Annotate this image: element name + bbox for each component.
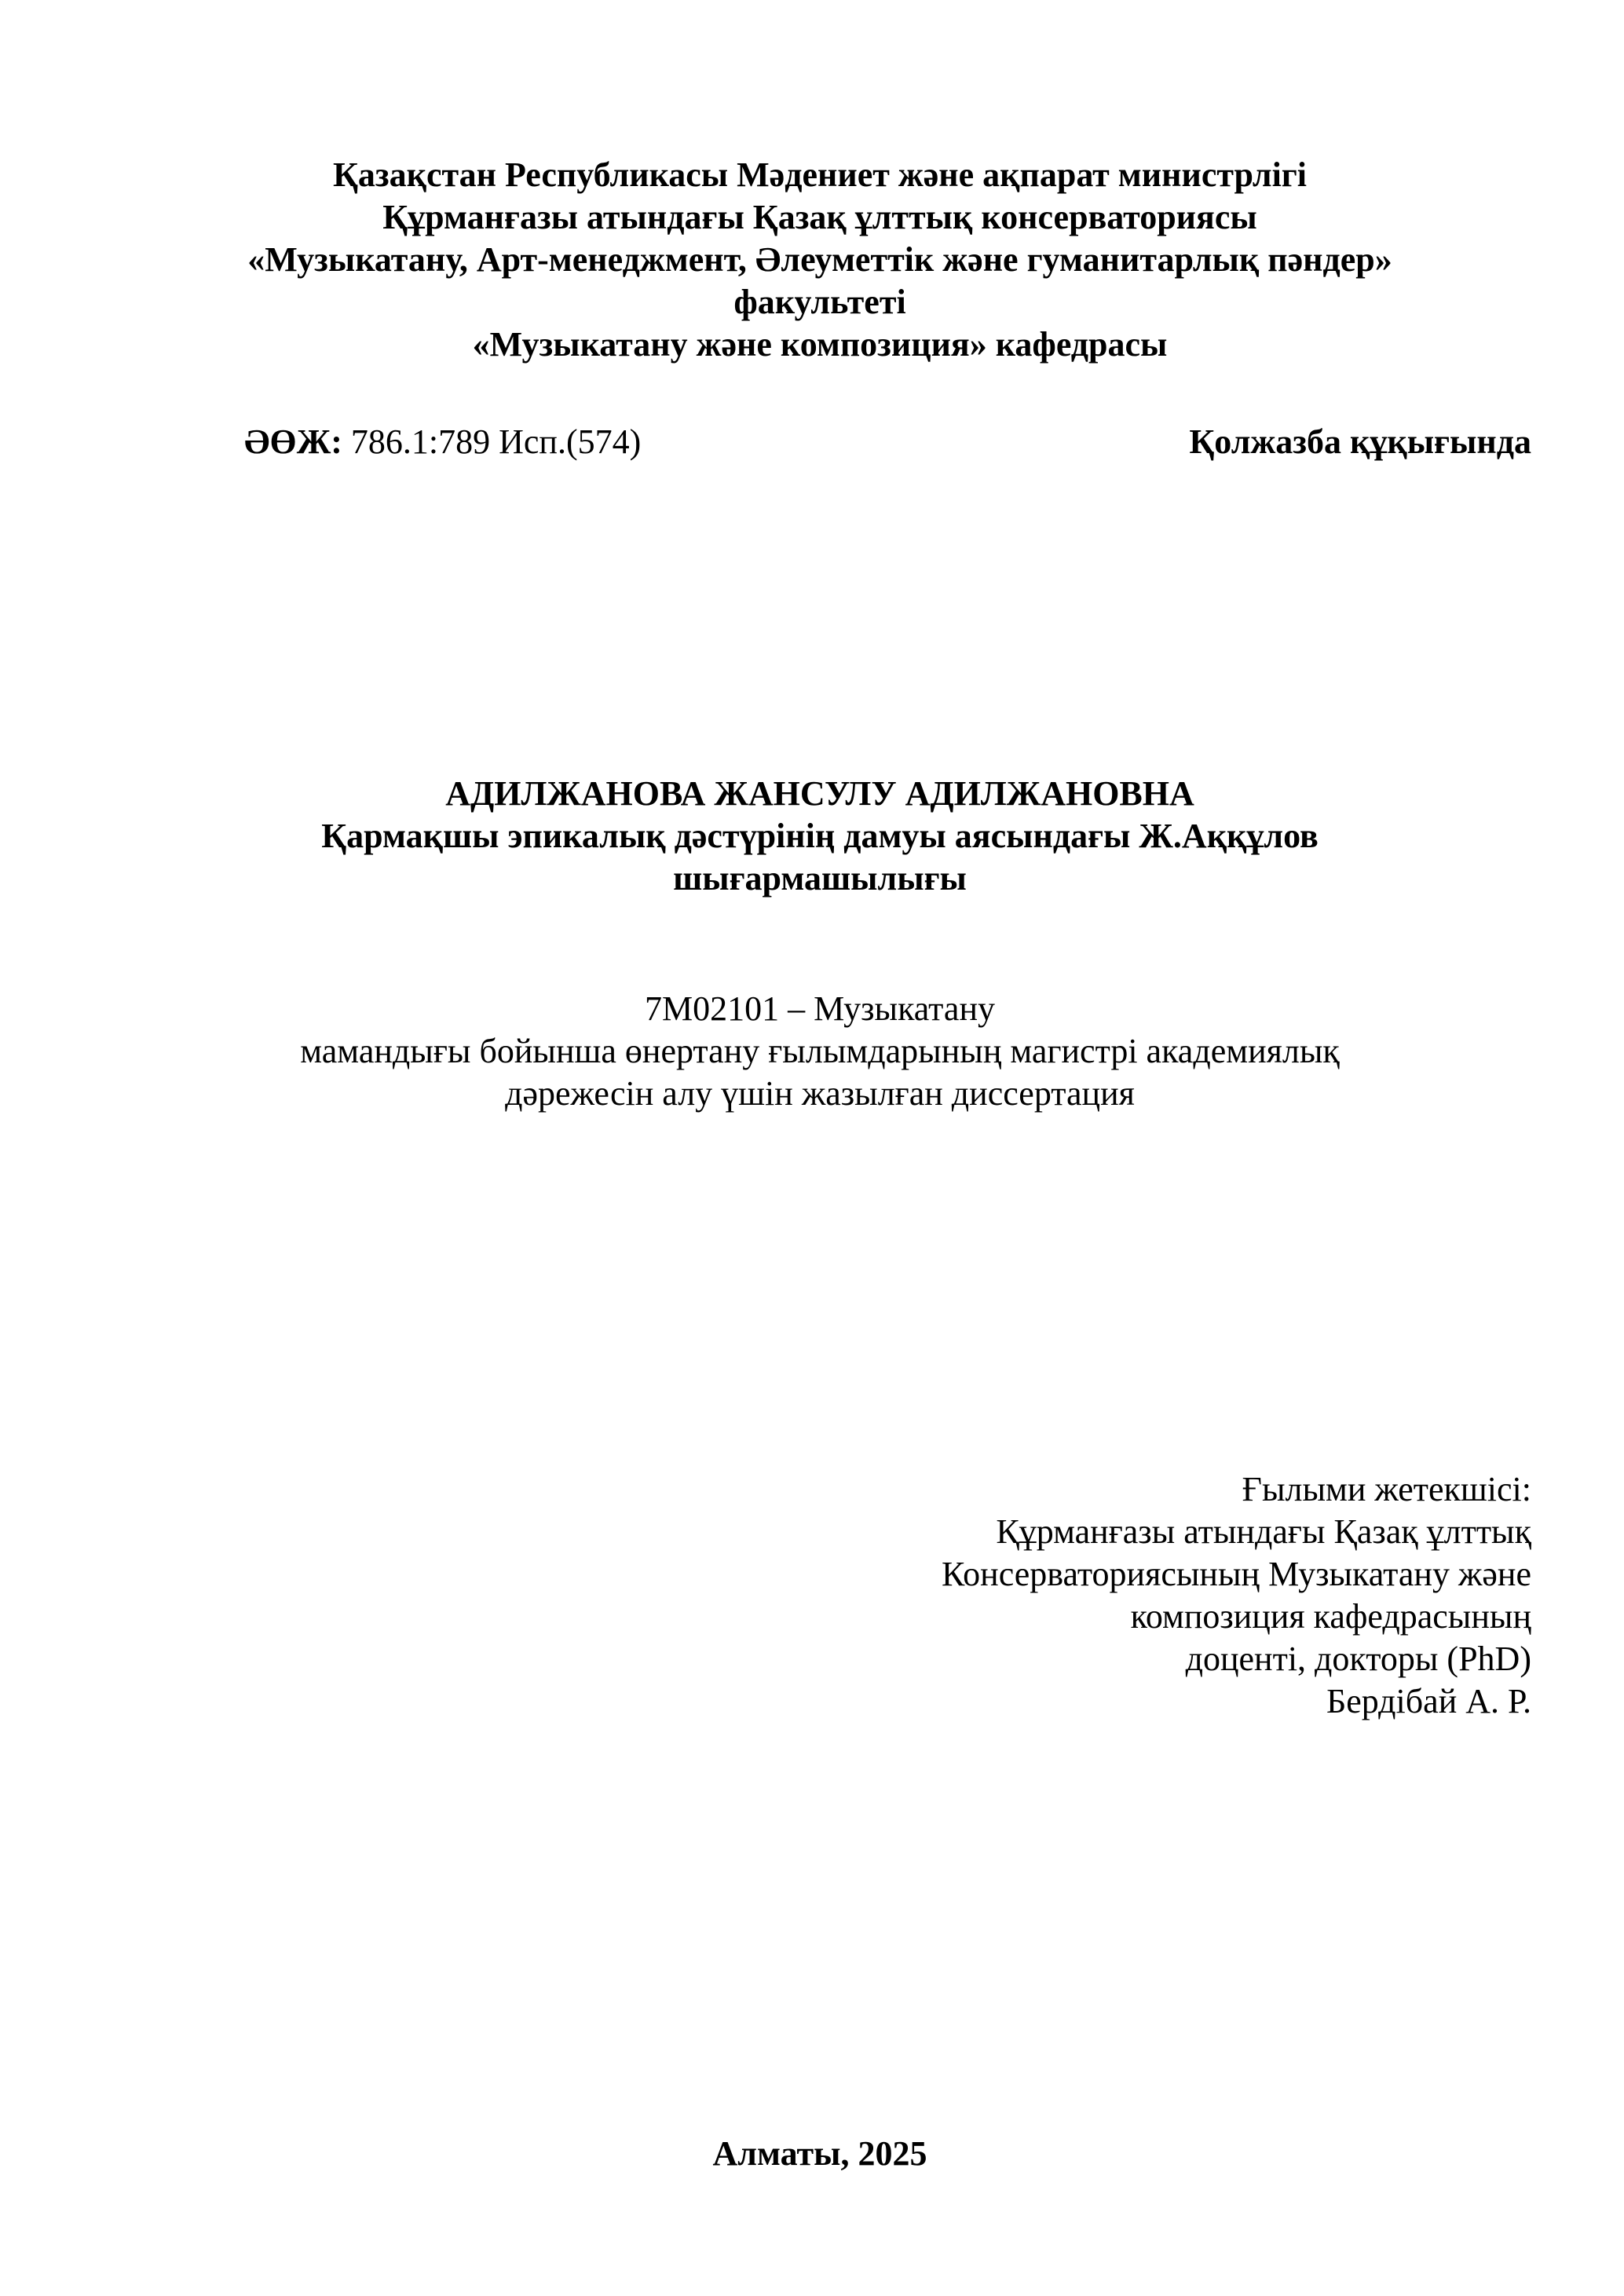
supervisor-position: доценті, докторы (PhD) [1185,1640,1531,1678]
specialty-block [0,988,1624,1115]
thesis-title-line-1: Қармақшы эпикалық дәстүрінің дамуы аясындағы Ж.Аққұлов [321,817,1319,855]
faculty-name-line: «Музыкатану, Арт-менеджмент, Әлеуметтік және гуманитарлық пәндер» [247,240,1392,279]
city-year-footer [0,2133,1624,2175]
degree-line-2: дәрежесін алу үшін жазылған диссертация [505,1074,1135,1113]
degree-line-1: мамандығы бойынша өнертану ғылымдарының магистрі академиялық [300,1032,1340,1070]
thesis-title-block [0,773,1624,900]
udc-value: 786.1:789 Исп.(574) [342,422,642,461]
ministry-line: Қазақстан Республикасы Мәдениет және ақпарат министрлігі [333,155,1307,194]
supervisor-heading: Ғылыми жетекшісі: [1242,1470,1531,1508]
supervisor-name: Бердібай А. Р. [1326,1682,1531,1720]
specialty-code: 7М02101 – Музыкатану [644,989,996,1028]
faculty-word-line: факультеті [733,283,906,321]
institution-header [0,154,1624,366]
conservatory-line: Құрманғазы атындағы Қазақ ұлттық консерваториясы [382,198,1257,236]
city-year: Алматы, 2025 [712,2134,927,2173]
thesis-title-line-2: шығармашылығы [673,859,967,898]
supervisor-block [942,1468,1531,1723]
udc-label: ӘӨЖ: [244,422,342,461]
supervisor-affiliation-1: Құрманғазы атындағы Қазақ ұлттық [996,1512,1531,1551]
department-line: «Музыкатану және композиция» кафедрасы [472,325,1168,364]
author-name: АДИЛЖАНОВА ЖАНСУЛУ АДИЛЖАНОВНА [445,774,1194,813]
supervisor-affiliation-3: композиция кафедрасының [1130,1597,1531,1636]
supervisor-affiliation-2: Консерваториясының Музыкатану және [942,1555,1531,1593]
manuscript-note: Қолжазба құқығында [1189,422,1531,461]
udc-code [244,421,641,463]
